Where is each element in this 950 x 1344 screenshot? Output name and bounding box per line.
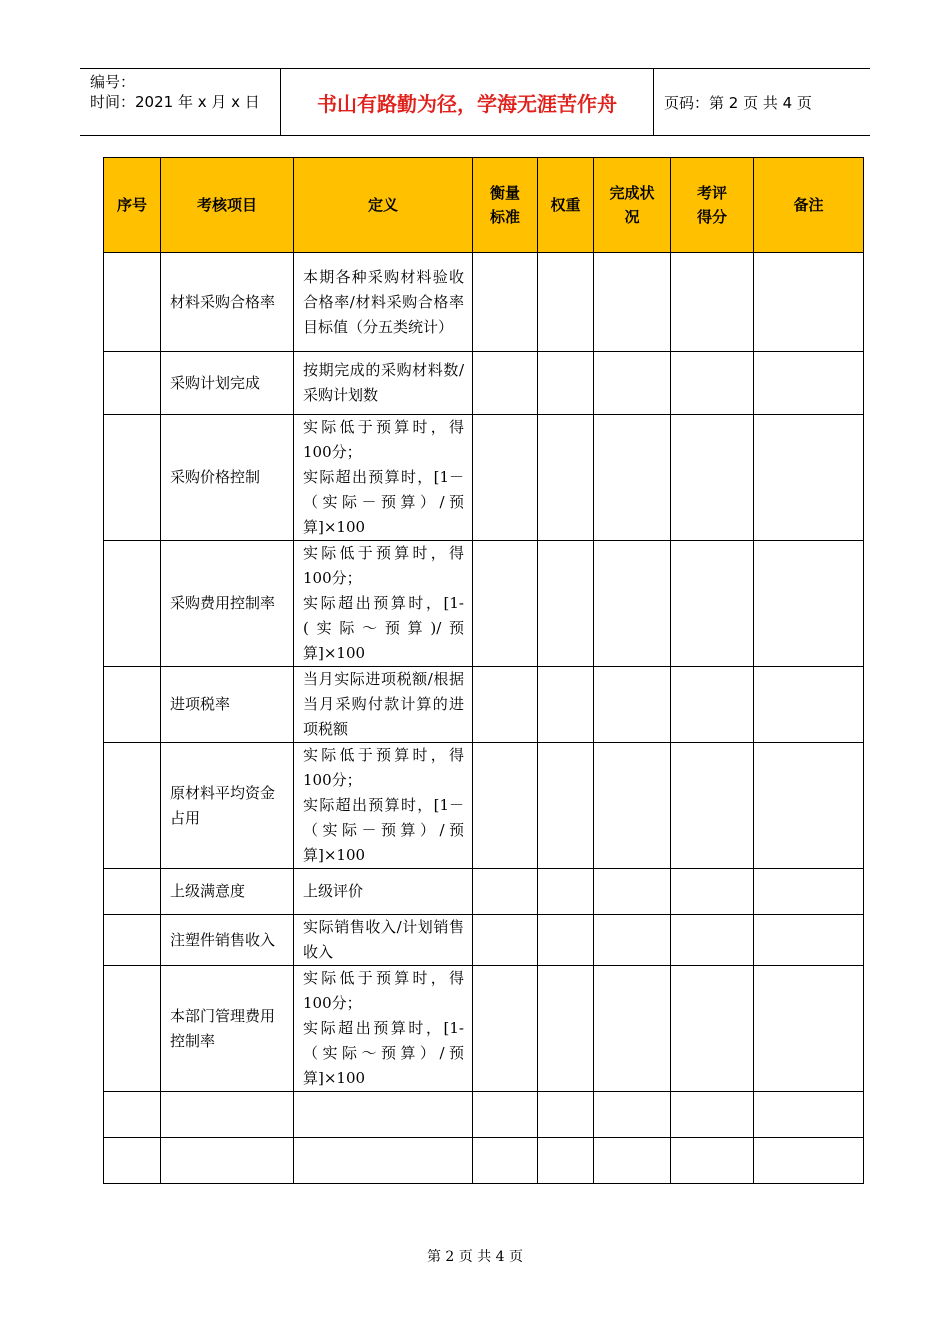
cell-remarks bbox=[754, 869, 864, 915]
table-row bbox=[104, 415, 864, 541]
cell-index bbox=[104, 1138, 161, 1184]
cell-weight bbox=[538, 667, 594, 743]
cell-index bbox=[104, 915, 161, 966]
cell-score bbox=[671, 869, 754, 915]
kpi-table bbox=[103, 157, 864, 1184]
cell-standard bbox=[473, 915, 538, 966]
cell-item: 注塑件销售收入 bbox=[161, 915, 294, 966]
cell-standard bbox=[473, 541, 538, 667]
cell-standard bbox=[473, 1138, 538, 1184]
header-motto: 书山有路勤为径，学海无涯苦作舟 bbox=[281, 69, 654, 135]
header-page-info: 页码：第 2 页 共 4 页 bbox=[664, 93, 812, 112]
cell-item: 进项税率 bbox=[161, 667, 294, 743]
table-row bbox=[104, 966, 864, 1092]
cell-item: 原材料平均资金占用 bbox=[161, 743, 294, 869]
cell-status bbox=[594, 667, 671, 743]
cell-status bbox=[594, 541, 671, 667]
page-header bbox=[80, 68, 870, 136]
table-row bbox=[104, 869, 864, 915]
col-header-item: 考核项目 bbox=[161, 158, 294, 253]
cell-status bbox=[594, 253, 671, 352]
cell-weight bbox=[538, 352, 594, 415]
cell-definition bbox=[294, 1138, 473, 1184]
cell-standard bbox=[473, 743, 538, 869]
cell-status bbox=[594, 415, 671, 541]
cell-score bbox=[671, 1092, 754, 1138]
table-header-row bbox=[104, 158, 864, 253]
cell-remarks bbox=[754, 915, 864, 966]
cell-index bbox=[104, 667, 161, 743]
cell-score bbox=[671, 253, 754, 352]
cell-index bbox=[104, 1092, 161, 1138]
cell-definition: 按期完成的采购材料数/采购计划数 bbox=[294, 352, 473, 415]
cell-remarks bbox=[754, 743, 864, 869]
cell-weight bbox=[538, 1138, 594, 1184]
cell-standard bbox=[473, 352, 538, 415]
cell-index bbox=[104, 253, 161, 352]
cell-score bbox=[671, 352, 754, 415]
cell-weight bbox=[538, 966, 594, 1092]
cell-score bbox=[671, 667, 754, 743]
cell-index bbox=[104, 743, 161, 869]
page-footer: 第 2 页 共 4 页 bbox=[426, 1249, 524, 1265]
cell-weight bbox=[538, 869, 594, 915]
col-header-remarks: 备注 bbox=[754, 158, 864, 253]
cell-weight bbox=[538, 1092, 594, 1138]
cell-remarks bbox=[754, 415, 864, 541]
table-row bbox=[104, 352, 864, 415]
cell-remarks bbox=[754, 352, 864, 415]
cell-index bbox=[104, 966, 161, 1092]
cell-index bbox=[104, 415, 161, 541]
cell-standard bbox=[473, 415, 538, 541]
cell-item bbox=[161, 1092, 294, 1138]
cell-status bbox=[594, 743, 671, 869]
serial-number-label: 编号： bbox=[90, 73, 136, 91]
cell-item: 采购价格控制 bbox=[161, 415, 294, 541]
date-label: 时间：2021 年 x 月 x 日 bbox=[90, 93, 260, 111]
cell-status bbox=[594, 1138, 671, 1184]
cell-remarks bbox=[754, 966, 864, 1092]
cell-definition bbox=[294, 1092, 473, 1138]
cell-item bbox=[161, 1138, 294, 1184]
header-meta bbox=[80, 69, 281, 135]
col-header-status: 完成状 况 bbox=[594, 158, 671, 253]
cell-item: 上级满意度 bbox=[161, 869, 294, 915]
cell-score bbox=[671, 415, 754, 541]
table-row bbox=[104, 1138, 864, 1184]
cell-weight bbox=[538, 743, 594, 869]
cell-index bbox=[104, 541, 161, 667]
cell-weight bbox=[538, 915, 594, 966]
col-header-standard: 衡量 标准 bbox=[473, 158, 538, 253]
cell-definition: 当月实际进项税额/根据当月采购付款计算的进项税额 bbox=[294, 667, 473, 743]
table-row bbox=[104, 743, 864, 869]
cell-weight bbox=[538, 415, 594, 541]
cell-status bbox=[594, 1092, 671, 1138]
cell-definition: 上级评价 bbox=[294, 869, 473, 915]
col-header-score: 考评 得分 bbox=[671, 158, 754, 253]
cell-status bbox=[594, 869, 671, 915]
cell-standard bbox=[473, 966, 538, 1092]
table-row bbox=[104, 667, 864, 743]
table-row bbox=[104, 915, 864, 966]
cell-definition: 本期各种采购材料验收合格率/材料采购合格率目标值（分五类统计） bbox=[294, 253, 473, 352]
table-row bbox=[104, 1092, 864, 1138]
cell-item: 采购计划完成 bbox=[161, 352, 294, 415]
cell-standard bbox=[473, 1092, 538, 1138]
col-header-definition: 定义 bbox=[294, 158, 473, 253]
cell-item: 本部门管理费用控制率 bbox=[161, 966, 294, 1092]
cell-definition: 实际低于预算时，得100分； 实际超出预算时，[1－（实际－预算）/预算]×100 bbox=[294, 743, 473, 869]
cell-remarks bbox=[754, 253, 864, 352]
cell-status bbox=[594, 966, 671, 1092]
col-header-index: 序号 bbox=[104, 158, 161, 253]
cell-score bbox=[671, 966, 754, 1092]
cell-standard bbox=[473, 869, 538, 915]
cell-standard bbox=[473, 667, 538, 743]
cell-definition: 实际低于预算时，得100分； 实际超出预算时，[1-(实际～预算)/预算]×100 bbox=[294, 541, 473, 667]
cell-weight bbox=[538, 253, 594, 352]
cell-status bbox=[594, 352, 671, 415]
cell-index bbox=[104, 869, 161, 915]
cell-definition: 实际低于预算时，得100分； 实际超出预算时，[1-（实际～预算）/预算]×100 bbox=[294, 966, 473, 1092]
table-row bbox=[104, 541, 864, 667]
cell-remarks bbox=[754, 541, 864, 667]
cell-definition: 实际销售收入/计划销售收入 bbox=[294, 915, 473, 966]
table-row bbox=[104, 253, 864, 352]
cell-remarks bbox=[754, 1138, 864, 1184]
cell-status bbox=[594, 915, 671, 966]
cell-item: 材料采购合格率 bbox=[161, 253, 294, 352]
cell-weight bbox=[538, 541, 594, 667]
col-header-weight: 权重 bbox=[538, 158, 594, 253]
cell-remarks bbox=[754, 667, 864, 743]
cell-score bbox=[671, 1138, 754, 1184]
cell-definition: 实际低于预算时，得100分； 实际超出预算时，[1－（实际－预算）/预算]×100 bbox=[294, 415, 473, 541]
cell-score bbox=[671, 541, 754, 667]
cell-standard bbox=[473, 253, 538, 352]
cell-score bbox=[671, 915, 754, 966]
cell-score bbox=[671, 743, 754, 869]
cell-index bbox=[104, 352, 161, 415]
cell-item: 采购费用控制率 bbox=[161, 541, 294, 667]
cell-remarks bbox=[754, 1092, 864, 1138]
